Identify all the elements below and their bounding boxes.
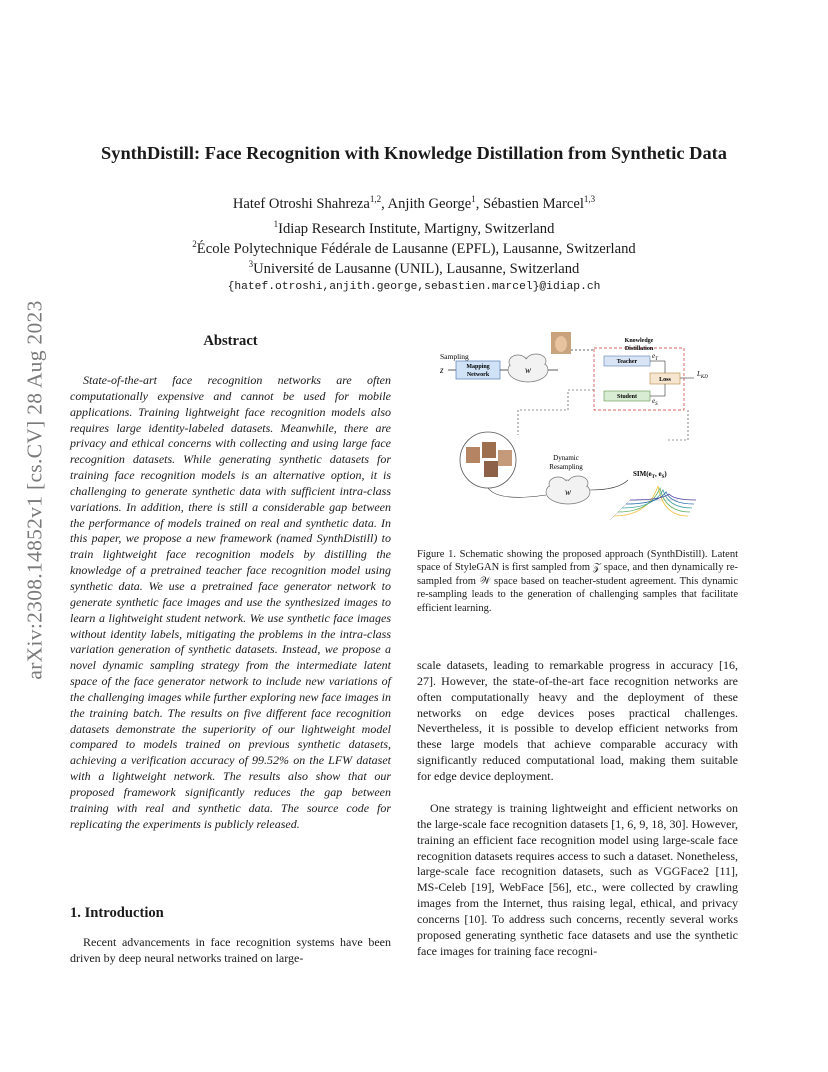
z-symbol: z [440,365,444,375]
dynamic-label-1: Dynamic [553,454,579,462]
figure-1-caption: Figure 1. Schematic showing the proposed approach (SynthDistill). Latent space of StyleGAN is first sampled from 𝒵 space, and then dynamically re-sampled from 𝒲 space based on teacher-student agreement. This dynamic re-sampling leads to the generation of challenging samples that facilitate efficient learning. [417,549,738,614]
kd-title-1: Knowledge [624,338,654,344]
figure-1-diagram [418,330,738,530]
abstract-heading: Abstract [203,333,258,349]
dynamic-label-2: Resampling [549,463,583,471]
affiliation-1-text: Idiap Research Institute, Martigny, Switzerland [278,220,555,237]
right-paragraph-2: One strategy is training lightweight and efficient networks on the large-scale face recognition datasets [1, 6, 9, 18, 30]. However, training an efficient face recognition model using large-scale face recognition datasets requires access to such a dataset. Nonetheless, large-scale face recognition datasets, such as VGGFace2 [11], MS-Celeb [19], WebFace [56], etc., were collected by crawling images from the Internet, thus raising legal, ethical, and privacy concerns [10]. To address such concerns, recently several works proposed generating synthetic face datasets and use the synthetic face images for training face recogni- [417,801,738,958]
w-symbol-bottom: w [564,487,572,497]
l-kd-label: $L_{KD}$ [697,370,708,380]
intro-paragraph-start: Recent advancements in face recognition systems have been driven by deep neural networks trained on large- [70,935,391,965]
mapping-network-label-1: Mapping [466,364,490,370]
sim-label: $SIM(e_T$, $e_S$) [633,470,667,480]
arrow-feedback [668,410,688,440]
affiliation-1 [0,219,828,238]
face-collage-1 [466,447,480,463]
mapping-network-label-2: Network [466,372,490,378]
author-1-affil: 1,2 [369,194,382,204]
kd-title-2: Distillation [624,346,654,352]
teacher-label: Teacher [616,359,638,365]
right-paragraph-1: scale datasets, leading to remarkable progress in accuracy [16, 27]. However, the state-of-the-art face recognition networks are often computationally heavy and the deployment of these networks on edge devices poses practical challenges. Nevertheless, it is possible to develop efficient networks from these large models that achieve comparable accuracy with significantly reduced computational load, making them suitable for edge device deployment. [417,658,738,783]
figure-1 [418,330,738,530]
face-collage-3 [498,450,512,466]
arrow-w-sim [590,480,628,490]
similarity-waterfall-plot [610,486,696,520]
author-list [0,194,828,213]
w-symbol-top: w [524,365,532,375]
affiliation-3 [0,259,828,278]
affiliation-3-text: Université de Lausanne (UNIL), Lausanne, Switzerland [253,260,580,277]
face-collage-2 [482,442,496,458]
loss-label: Loss [659,377,671,383]
affiliation-2-text: École Polytechnique Fédérale de Lausanne (EPFL), Lausanne, Switzerland [196,240,636,257]
e-s-label: $e_S$ [652,397,658,407]
author-1: Hatef Otroshi Shahreza [232,195,370,212]
author-2: , Anjith George [381,195,472,212]
generated-face-shape [555,336,567,352]
abstract-body: State-of-the-art face recognition networks are often computationally expensive and cannot be used for mobile applications. Training lightweight face recognition models also requires large identity-labeled datasets. Meanwhile, there are privacy and ethical concerns with collecting and using large face recognition datasets. While generating synthetic datasets for training face recognition models is an alternative option, it is challenging to generate synthetic data with sufficient intra-class variations. In addition, there is still a considerable gap between the performance of models trained on real and synthetic data. In this paper, we propose a new framework (named SynthDistill) to train lightweight face recognition models by distilling the knowledge of a pretrained teacher face recognition model using synthetic data. We use a pretrained face generator network to generate synthetic face images and use the synthesized images to learn a lightweight student network. We use synthetic face images without identity labels, mitigating the problems in the intra-class variation generation of synthetic datasets. Instead, we propose a novel dynamic sampling strategy from the intermediate latent space of the face generator network to include new variations of the challenging images while further exploring new face images in the training batch. The results on five different face recognition datasets demonstrate the superiority of our lightweight model compared to models trained on previous synthetic datasets, achieving a verification accuracy of 99.52% on the LFW dataset with a lightweight network. The results also show that our proposed framework significantly reduces the gap between training with real and synthetic data. The source code for replicating the experiments is publicly released. [70,373,391,831]
arxiv-identifier[interactable] [20,290,50,690]
arrow-collage-w [488,488,546,497]
affiliation-2 [0,239,828,258]
arxiv-identifier-text: arXiv:2308.14852v1 [cs.CV] 28 Aug 2023 [22,300,47,680]
author-2-affil: 1 [471,194,476,204]
affiliation-3-sup: 3 [248,259,254,269]
author-3-affil: 1,3 [583,194,596,204]
author-3: , Sébastien Marcel [475,195,584,212]
paper-title: SynthDistill: Face Recognition with Knowledge Distillation from Synthetic Data [101,143,727,163]
affiliation-2-sup: 2 [192,239,197,249]
affiliation-1-sup: 1 [273,219,279,229]
sampling-label: Sampling [440,352,469,361]
e-t-label: $e_T$ [652,352,658,362]
intro-heading: 1. Introduction [70,905,164,921]
arrow-loop-top [518,390,594,435]
face-collage-4 [484,461,498,477]
student-label: Student [616,394,638,400]
author-emails[interactable]: {hatef.otroshi,anjith.george,sebastien.marcel}@idiap.ch [227,281,601,293]
